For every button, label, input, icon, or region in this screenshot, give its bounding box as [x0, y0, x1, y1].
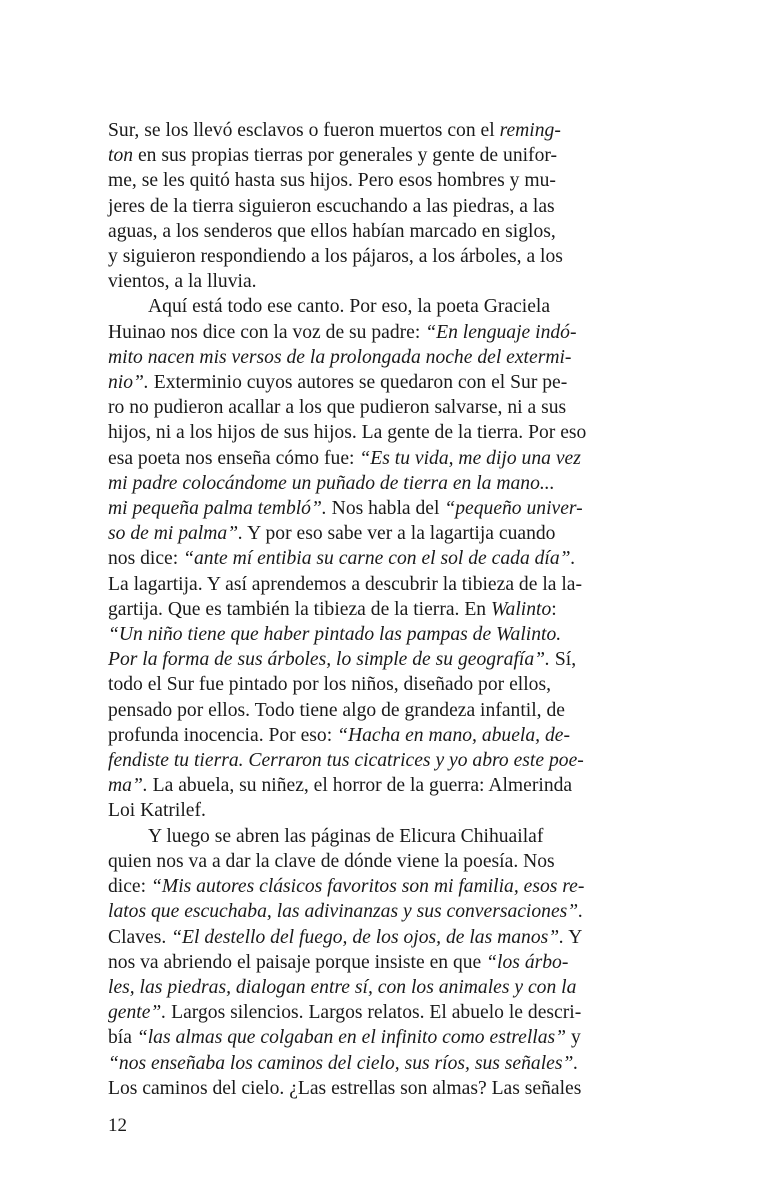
- text-run: nos dice:: [108, 548, 184, 570]
- paragraph: [108, 294, 646, 823]
- text-run: Y: [564, 926, 583, 948]
- quoted-text: ma”.: [108, 775, 148, 797]
- quoted-text: nio”.: [108, 372, 149, 394]
- text-run: me, se les quitó hasta sus hijos. Pero esos hombres y mu-: [108, 170, 556, 192]
- quoted-text: “Un niño tiene que haber pintado las pampas de Walinto.: [108, 624, 562, 646]
- text-run: hijos, ni a los hijos de sus hijos. La gente de la tierra. Por eso: [108, 422, 587, 444]
- quoted-text: mito nacen mis versos de la prolongada noche del extermi-: [108, 346, 572, 368]
- quoted-text: “Es tu vida, me dijo una vez: [359, 447, 581, 469]
- text-run: y siguieron respondiendo a los pájaros, a los árboles, a los: [108, 246, 563, 268]
- quoted-text: latos que escuchaba, las adivinanzas y sus conversaciones”.: [108, 901, 584, 923]
- text-run: La abuela, su niñez, el horror de la guerra: Almerinda: [147, 775, 573, 797]
- text-run: quien nos va a dar la clave de dónde viene la poesía. Nos: [108, 850, 555, 872]
- text-run: gartija. Que es también la tibieza de la tierra. En: [108, 598, 491, 620]
- text-run: Y luego se abren las páginas de Elicura Chihuailaf: [148, 825, 544, 847]
- text-run: y: [566, 1027, 581, 1049]
- quoted-text: “los árbo-: [486, 951, 569, 973]
- text-run: Claves.: [108, 926, 172, 948]
- quoted-text: mi padre colocándome un puñado de tierra en la mano...: [108, 472, 555, 494]
- quoted-text: Por la forma de sus árboles, lo simple de su geografía”.: [108, 649, 550, 671]
- text-run: nos va abriendo el paisaje porque insiste en que: [108, 951, 487, 973]
- text-run: jeres de la tierra siguieron escuchando a las piedras, a las: [108, 195, 555, 217]
- text-run: todo el Sur fue pintado por los niños, diseñado por ellos,: [108, 674, 551, 696]
- quoted-text: “Hacha en mano, abuela, de-: [337, 724, 570, 746]
- quoted-text: “pequeño univer-: [444, 498, 583, 520]
- text-run: aguas, a los senderos que ellos habían marcado en siglos,: [108, 220, 556, 242]
- text-run: La lagartija. Y así aprendemos a descubrir la tibieza de la la-: [108, 573, 583, 595]
- quoted-text: reming-: [499, 120, 561, 141]
- quoted-text: ton: [108, 145, 134, 167]
- text-run: Huinao nos dice con la voz de su padre:: [108, 321, 426, 343]
- quoted-text: les, las piedras, dialogan entre sí, con los animales y con la: [108, 976, 577, 998]
- text-run: Nos habla del: [326, 498, 445, 520]
- paragraph: [108, 824, 646, 1101]
- book-page-text: [108, 118, 646, 1101]
- text-run: bía: [108, 1027, 137, 1049]
- text-run: vientos, a la lluvia.: [108, 271, 257, 293]
- quoted-text: “las almas que colgaban en el infinito como estrellas”: [136, 1027, 567, 1049]
- quoted-text: mi pequeña palma tembló”.: [108, 498, 327, 520]
- text-run: Aquí está todo ese canto. Por eso, la poeta Graciela: [148, 296, 551, 318]
- quoted-text: so de mi palma”.: [108, 523, 243, 545]
- page-number: 12: [108, 1115, 127, 1136]
- quoted-text: Walinto: [491, 598, 552, 620]
- quoted-text: “En lenguaje indó-: [425, 321, 577, 343]
- text-run: Sí,: [549, 649, 577, 671]
- text-run: Largos silencios. Largos relatos. El abuelo le descri-: [166, 1002, 582, 1024]
- quoted-text: “nos enseñaba los caminos del cielo, sus ríos, sus señales”.: [108, 1052, 579, 1074]
- paragraph: [108, 118, 646, 294]
- text-run: Y por eso sabe ver a la lagartija cuando: [243, 523, 556, 545]
- quoted-text: “El destello del fuego, de los ojos, de las manos”.: [171, 926, 565, 948]
- text-run: profunda inocencia. Por eso:: [108, 724, 338, 746]
- quoted-text: fendiste tu tierra. Cerraron tus cicatrices y yo abro este poe-: [108, 750, 584, 772]
- quoted-text: “ante mí entibia su carne con el sol de cada día”.: [183, 548, 576, 570]
- text-run: Los caminos del cielo. ¿Las estrellas son almas? Las señales: [108, 1077, 582, 1099]
- quoted-text: “Mis autores clásicos favoritos son mi familia, esos re-: [150, 876, 585, 898]
- text-run: Loi Katrilef.: [108, 800, 206, 822]
- text-run: en sus propias tierras por generales y gente de unifor-: [133, 145, 558, 167]
- quoted-text: gente”.: [108, 1002, 167, 1024]
- text-run: dice:: [108, 876, 151, 898]
- text-run: ro no pudieron acallar a los que pudieron salvarse, ni a sus: [108, 397, 567, 419]
- text-run: Sur, se los llevó esclavos o fueron muertos con el: [108, 120, 500, 141]
- text-run: :: [551, 598, 557, 620]
- text-run: esa poeta nos enseña cómo fue:: [108, 447, 360, 469]
- text-run: pensado por ellos. Todo tiene algo de grandeza infantil, de: [108, 699, 565, 721]
- text-run: Exterminio cuyos autores se quedaron con el Sur pe-: [148, 372, 568, 394]
